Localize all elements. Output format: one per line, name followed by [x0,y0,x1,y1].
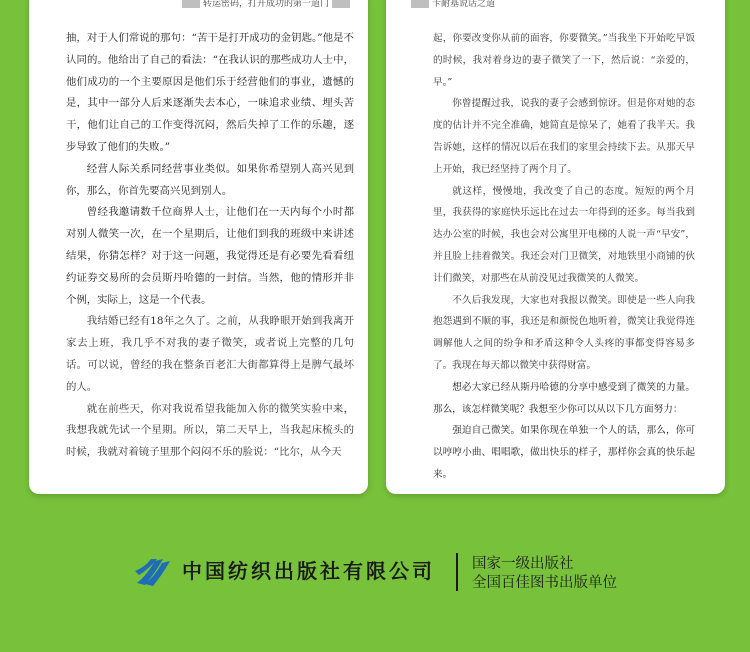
paragraph: 我结婚已经有18年之久了。之前，从我睁眼开始到我离开家去上班，我几乎不对我的妻子微笑，或者说上完整的几句话。可以说，曾经的我在整条百老汇大街都算得上是脾气最坏的人。 [66,315,354,393]
paragraph: 就在前些天，你对我说希望我能加入你的微笑实验中来，我想我就先试一个星期。所以，第二天早上，当我起床梳头的时候，我就对着镜子里那个闷闷不乐的脸说：“比尔，从今天 [66,402,354,459]
paragraph: 你曾提醒过我，说我的妻子会感到惊讶。但是你对她的态度的估计并不完全准确，她简直是惊呆了，她看了我半天。我告诉她，这样的情况以后在我们的家里会持续下去。从那天早上开始，我已经坚持了两个月了。 [433,98,695,175]
publisher-award-tag: 全国百佳图书出版单位 [472,575,617,591]
footer-divider [456,553,458,591]
right-running-head: 卡耐基说话之道 [432,0,496,9]
page-number-mark [332,0,350,8]
left-page-header [179,0,353,9]
paragraph: 就这样，慢慢地，我改变了自己的态度。短短的两个月里，我获得的家庭快乐远比在过去一年得到的还多。每当我到达办公室的时候，我也会对公寓里开电梯的人说一声“早安”，并且脸上挂着微笑。我还会对门卫微笑，对地铁里小商铺的伙计们微笑，对那些在从前没见过我微笑的人微笑。 [433,185,695,284]
publisher-footer [0,540,750,610]
paragraph: 抽，对于人们常说的那句：“苦干是打开成功的金钥匙。”他是不认同的。他给出了自己的看法：“在我认识的那些成功人士中，他们成功的一个主要原因是他们乐于经营他们的事业，遗憾的是，其中一部分人后来逐渐失去本心，一味追求业绩、埋头苦干，他们让自己的工作变得沉闷，然后失掉了工作的乐趣，逐步导致了他们的失败。” [66,32,354,153]
right-book-page [386,0,725,494]
page-number-mark [182,0,200,8]
page-number-mark [411,0,429,8]
paragraph: 不久后我发现，大家也对我报以微笑。即使是一些人向我抱怨遇到不顺的事，我还是和颜悦色地听着，微笑让我觉得连调解他人之间的纷争和矛盾这种令人头疼的事都变得容易多了。我现在每天都以微笑中获得财富。 [433,294,695,371]
paragraph: 强迫自己微笑。如果你现在单独一个人的话，那么，你可以哼哼小曲、唱唱歌，做出快乐的样子，那样你会真的快乐起来。 [433,425,695,480]
left-book-page [29,0,368,494]
paragraph: 想必大家已经从斯丹哈德的分享中感受到了微笑的力量。那么，该怎样微笑呢？我想至少你可以从以下几方面努力： [433,381,695,415]
left-running-head: 转运密码，打开成功的第一道门 [203,0,330,9]
right-page-body [433,28,695,486]
publisher-logo-icon [135,553,171,587]
paragraph: 曾经我邀请数千位商界人士，让他们在一天内每个小时都对别人微笑一次，在一个星期后，让他们到我的班级中来讲述结果，你猜怎样？对于这一问题，我觉得还是有必要先看看纽约证券交易所的会员斯丹哈德的一封信。当然，他的情形并非个例，实际上，这是一个代表。 [66,206,354,306]
paragraph: 起，你要改变你从前的面容，你要微笑。”当我坐下开始吃早饭的时候，我对着身边的妻子微笑了一下，然后说：“亲爱的，早。” [433,33,695,88]
publisher-name: 中国纺织出版社有限公司 [182,559,435,583]
publisher-rank-tag: 国家一级出版社 [472,556,574,572]
left-page-body [66,28,354,464]
right-page-header [408,0,495,9]
paragraph: 经营人际关系同经营事业类似。如果你希望别人高兴见到你，那么，你首先要高兴见到别人。 [66,162,354,197]
